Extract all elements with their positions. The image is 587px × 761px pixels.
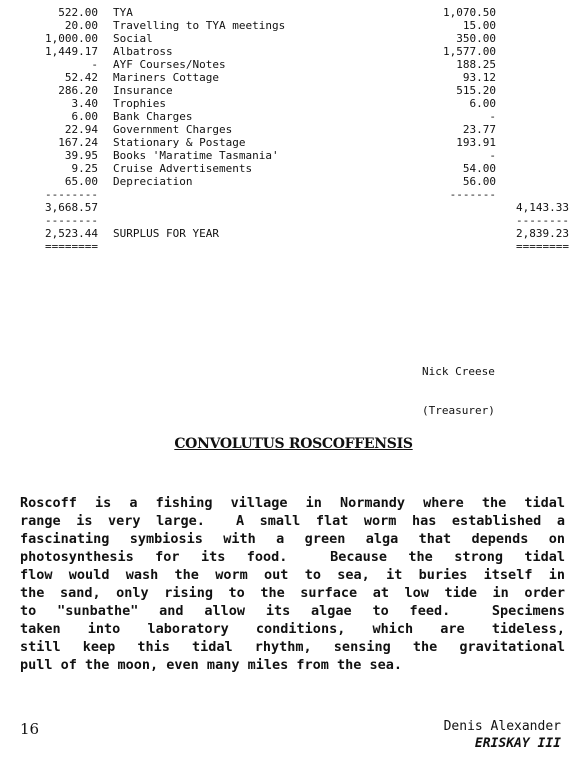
ledger-row (0, 175, 587, 188)
amount-previous-year: 3,668.57 (45, 201, 98, 214)
ledger-row (0, 227, 587, 240)
author-block (444, 718, 561, 752)
article-line: the sand, only rising to the surface at low tide in order (20, 585, 565, 601)
amount-previous-year: 39.95 (64, 149, 98, 162)
amount-current-year: 93.12 (462, 71, 496, 84)
amount-current-year: 193.91 (456, 136, 496, 149)
amount-previous-year: - (91, 58, 98, 71)
item-label: Bank Charges (113, 110, 193, 123)
amount-previous-year: 9.25 (71, 162, 98, 175)
amount-current-year: 515.20 (456, 84, 496, 97)
amount-previous-year: 167.24 (58, 136, 98, 149)
article-line: fascinating symbiosis with a green alga that depends on (20, 531, 565, 547)
amount-previous-year: 286.20 (58, 84, 98, 97)
ledger-row (0, 71, 587, 84)
amount-previous-year: 65.00 (64, 175, 98, 188)
total-column: -------- (516, 214, 569, 227)
amount-current-year: 1,070.50 (443, 6, 496, 19)
item-label: Social (113, 32, 153, 45)
amount-current-year: 56.00 (462, 175, 496, 188)
amount-previous-year: 3.40 (71, 97, 98, 110)
item-label: Government Charges (113, 123, 233, 136)
amount-previous-year: 522.00 (58, 6, 98, 19)
amount-previous-year: 2,523.44 (45, 227, 98, 240)
boat-name: ERISKAY III (474, 736, 561, 751)
item-label: Travelling to TYA meetings (113, 19, 286, 32)
ledger-row (0, 84, 587, 97)
item-label: Cruise Advertisements (113, 162, 253, 175)
item-label: Albatross (113, 45, 173, 58)
accounts-ledger (0, 6, 587, 253)
amount-current-year: 54.00 (462, 162, 496, 175)
article-body (20, 494, 565, 674)
treasurer-signature (422, 339, 495, 430)
ledger-row (0, 45, 587, 58)
ledger-row (0, 58, 587, 71)
ledger-row (0, 123, 587, 136)
total-column: 2,839.23 (516, 227, 569, 240)
amount-current-year: - (489, 110, 496, 123)
ledger-row (0, 19, 587, 32)
item-label: Books 'Maratime Tasmania' (113, 149, 279, 162)
amount-current-year: 350.00 (456, 32, 496, 45)
article-line: Roscoff is a fishing village in Normandy where the tidal (20, 495, 565, 511)
total-column: ======== (516, 240, 569, 253)
amount-previous-year: -------- (45, 214, 98, 227)
amount-current-year: 188.25 (456, 58, 496, 71)
ledger-row (0, 240, 587, 253)
amount-current-year: - (489, 149, 496, 162)
article-line: flow would wash the worm out to sea, it buries itself in (20, 567, 565, 583)
page-number: 16 (20, 720, 40, 738)
amount-previous-year: 1,449.17 (45, 45, 98, 58)
item-label: Mariners Cottage (113, 71, 219, 84)
ledger-row (0, 188, 587, 201)
ledger-row (0, 201, 587, 214)
amount-previous-year: 20.00 (64, 19, 98, 32)
ledger-row (0, 149, 587, 162)
item-label: AYF Courses/Notes (113, 58, 226, 71)
article-line: taken into laboratory conditions, which are tideless, (20, 621, 565, 637)
amount-previous-year: ======== (45, 240, 98, 253)
ledger-row (0, 97, 587, 110)
item-label: Stationary & Postage (113, 136, 246, 149)
article-line: to "sunbathe" and allow its algae to feed. Specimens (20, 603, 565, 619)
amount-current-year: ------- (449, 188, 496, 201)
amount-previous-year: 1,000.00 (45, 32, 98, 45)
article-line: range is very large. A small flat worm has established a (20, 513, 565, 529)
ledger-row (0, 136, 587, 149)
treasurer-role: (Treasurer) (422, 404, 495, 417)
amount-previous-year: 22.94 (64, 123, 98, 136)
amount-current-year: 6.00 (469, 97, 496, 110)
amount-current-year: 15.00 (462, 19, 496, 32)
author-name: Denis Alexander (443, 719, 561, 734)
ledger-row (0, 110, 587, 123)
amount-current-year: 23.77 (462, 123, 496, 136)
ledger-row (0, 162, 587, 175)
item-label: SURPLUS FOR YEAR (113, 227, 219, 240)
article-line: pull of the moon, even many miles from the sea. (20, 657, 403, 673)
article-line: still keep this tidal rhythm, sensing the gravitational (20, 639, 565, 655)
item-label: TYA (113, 6, 133, 19)
amount-current-year: 1,577.00 (443, 45, 496, 58)
article-title: CONVOLUTUS ROSCOFFENSIS (174, 436, 413, 452)
item-label: Insurance (113, 84, 173, 97)
ledger-row (0, 6, 587, 19)
item-label: Trophies (113, 97, 166, 110)
treasurer-name: Nick Creese (422, 365, 495, 378)
total-column: 4,143.33 (516, 201, 569, 214)
amount-previous-year: 52.42 (64, 71, 98, 84)
article-line: photosynthesis for its food. Because the strong tidal (20, 549, 565, 565)
ledger-row (0, 32, 587, 45)
amount-previous-year: 6.00 (71, 110, 98, 123)
ledger-row (0, 214, 587, 227)
amount-previous-year: -------- (45, 188, 98, 201)
item-label: Depreciation (113, 175, 193, 188)
